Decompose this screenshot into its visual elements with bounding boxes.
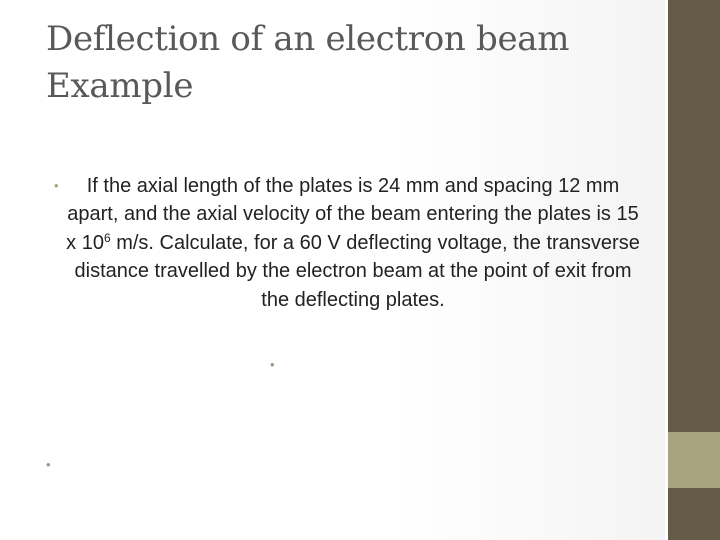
- title-line-1: Deflection of an electron beam: [46, 19, 570, 59]
- problem-statement: [54, 172, 644, 314]
- sidebar-band-bottom: [668, 488, 720, 540]
- title-line-2: Example: [46, 66, 194, 106]
- sidebar-band-middle: [668, 432, 720, 488]
- bullet-icon: •: [54, 178, 59, 193]
- empty-sub-bullet-icon: •: [270, 357, 275, 372]
- empty-bullet-icon: •: [46, 457, 51, 472]
- slide-title: [46, 16, 646, 110]
- sidebar-band-top: [668, 0, 720, 432]
- slide-body: [54, 172, 644, 314]
- exponent: 6: [103, 230, 111, 245]
- problem-text-part-1: If the axial length of the plates is 24 mm and spacing 12 mm apart, and the axial velocity of the beam entering the plates is 15 x 10: [66, 175, 639, 254]
- problem-text-part-2: m/s. Calculate, for a 60 V deflecting voltage, the transverse distance travelled by the electron beam at the point of exit from the deflecting plates.: [74, 231, 640, 311]
